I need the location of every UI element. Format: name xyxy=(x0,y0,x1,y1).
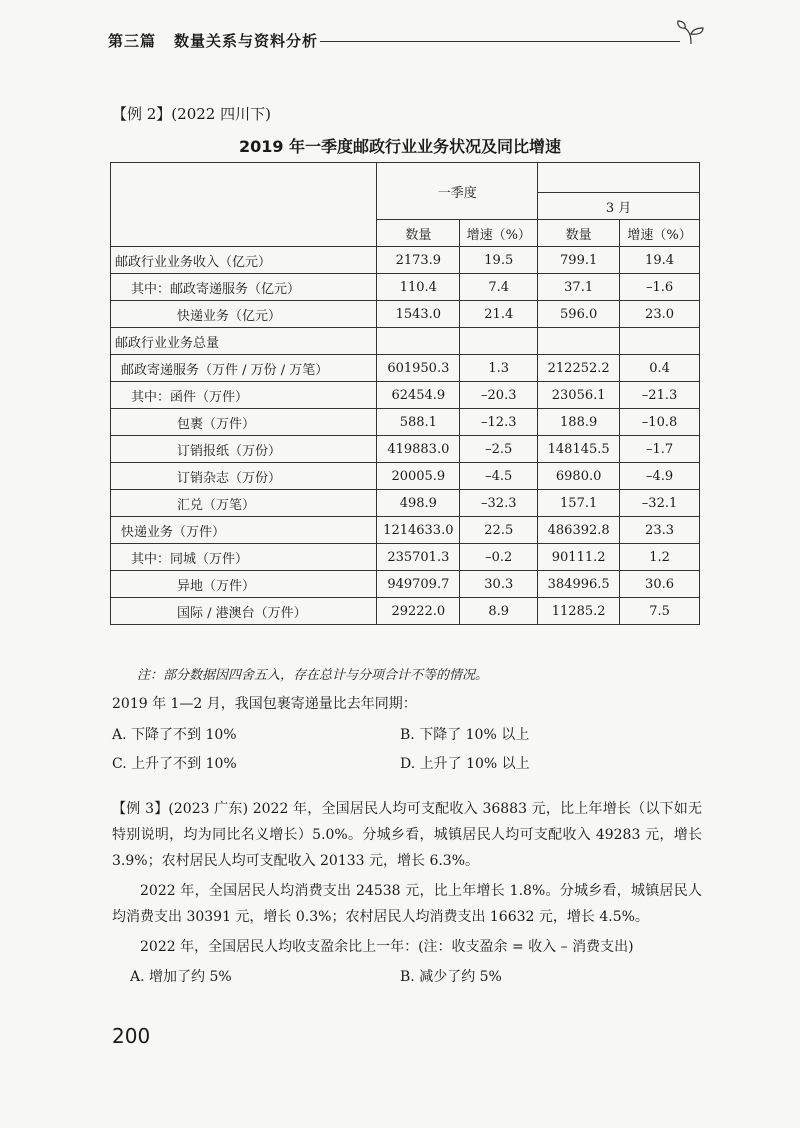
row-label: 其中：函件（万件） xyxy=(111,382,377,409)
cell-m3-qty: 212252.2 xyxy=(538,355,620,382)
cell-q1-growth: 1.3 xyxy=(460,355,538,382)
cell-m3-growth: –1.6 xyxy=(620,274,700,301)
row-label: 快递业务（亿元） xyxy=(111,301,377,328)
cell-m3-growth: –1.7 xyxy=(620,436,700,463)
cell-q1-qty: 20005.9 xyxy=(377,463,460,490)
cell-q1-qty: 62454.9 xyxy=(377,382,460,409)
cell-m3-qty: 23056.1 xyxy=(538,382,620,409)
cell-q1-growth: 8.9 xyxy=(460,598,538,625)
row-label: 快递业务（万件） xyxy=(111,517,377,544)
table-row xyxy=(111,571,700,598)
cell-q1-growth: –20.3 xyxy=(460,382,538,409)
cell-m3-qty: 384996.5 xyxy=(538,571,620,598)
row-label: 订销杂志（万份） xyxy=(111,463,377,490)
sprout-icon xyxy=(676,20,706,46)
table-row xyxy=(111,544,700,571)
cell-q1-growth: 21.4 xyxy=(460,301,538,328)
cell-m3-qty: 90111.2 xyxy=(538,544,620,571)
cell-q1-qty: 601950.3 xyxy=(377,355,460,382)
row-label: 邮政寄递服务（万件 / 万份 / 万笔） xyxy=(111,355,377,382)
table-note: 注：部分数据因四舍五入，存在总计与分项合计不等的情况。 xyxy=(137,668,489,683)
table-row xyxy=(111,355,700,382)
cell-q1-qty: 419883.0 xyxy=(377,436,460,463)
table-row xyxy=(111,382,700,409)
cell-q1-growth: –12.3 xyxy=(460,409,538,436)
cell-q1-qty: 110.4 xyxy=(377,274,460,301)
col-header-q1: 一季度 xyxy=(377,163,538,220)
option-b: B. 减少了约 5% xyxy=(400,969,502,985)
col-header-growth: 增速（%） xyxy=(460,220,538,247)
table-header-spacer xyxy=(538,163,700,193)
option-a: A. 增加了约 5% xyxy=(130,969,232,985)
table-row xyxy=(111,517,700,544)
cell-q1-qty: 1543.0 xyxy=(377,301,460,328)
cell-q1-growth: –32.3 xyxy=(460,490,538,517)
cell-q1-qty: 1214633.0 xyxy=(377,517,460,544)
cell-q1-qty: 235701.3 xyxy=(377,544,460,571)
cell-m3-growth: 23.3 xyxy=(620,517,700,544)
example-2-label: 【例 2】(2022 四川下) xyxy=(112,105,271,123)
page-number: 200 xyxy=(112,1024,151,1048)
table-corner-cell xyxy=(111,163,377,247)
chapter-label: 数量关系与资料分析 xyxy=(174,32,319,50)
example-2-question: 2019 年 1—2 月，我国包裹寄递量比去年同期： xyxy=(112,696,417,712)
cell-q1-growth: 7.4 xyxy=(460,274,538,301)
table-row xyxy=(111,463,700,490)
col-header-qty: 数量 xyxy=(538,220,620,247)
cell-m3-growth: –10.8 xyxy=(620,409,700,436)
cell-q1-growth xyxy=(460,328,538,355)
cell-m3-growth: –21.3 xyxy=(620,382,700,409)
cell-m3-qty xyxy=(538,328,620,355)
row-label: 邮政行业业务收入（亿元） xyxy=(111,247,377,274)
cell-m3-qty: 799.1 xyxy=(538,247,620,274)
row-label: 包裹（万件） xyxy=(111,409,377,436)
row-label: 邮政行业业务总量 xyxy=(111,328,377,355)
cell-m3-growth: 0.4 xyxy=(620,355,700,382)
cell-m3-growth: –32.1 xyxy=(620,490,700,517)
cell-m3-growth: 7.5 xyxy=(620,598,700,625)
row-label: 国际 / 港澳台（万件） xyxy=(111,598,377,625)
cell-m3-qty: 157.1 xyxy=(538,490,620,517)
cell-m3-qty: 148145.5 xyxy=(538,436,620,463)
table-row xyxy=(111,247,700,274)
col-header-qty: 数量 xyxy=(377,220,460,247)
row-label: 汇兑（万笔） xyxy=(111,490,377,517)
row-label: 订销报纸（万份） xyxy=(111,436,377,463)
cell-q1-growth: 22.5 xyxy=(460,517,538,544)
postal-data-table xyxy=(110,162,700,625)
cell-m3-qty: 37.1 xyxy=(538,274,620,301)
table-row xyxy=(111,436,700,463)
table-row xyxy=(111,274,700,301)
cell-q1-qty: 2173.9 xyxy=(377,247,460,274)
cell-m3-growth: 23.0 xyxy=(620,301,700,328)
cell-q1-growth: –4.5 xyxy=(460,463,538,490)
table-row xyxy=(111,301,700,328)
table-row xyxy=(111,490,700,517)
cell-q1-growth: 30.3 xyxy=(460,571,538,598)
row-label: 其中：邮政寄递服务（亿元） xyxy=(111,274,377,301)
cell-q1-qty xyxy=(377,328,460,355)
option-d: D. 上升了 10% 以上 xyxy=(400,756,530,772)
cell-q1-qty: 949709.7 xyxy=(377,571,460,598)
cell-m3-growth xyxy=(620,328,700,355)
option-c: C. 上升了不到 10% xyxy=(112,756,237,772)
example-3-paragraph-2: 2022 年，全国居民人均消费支出 24538 元，比上年增长 1.8%。分城乡看，城镇居民人均消费支出 30391 元，增长 0.3%；农村居民人均消费支出 16632 元，增长 4.5%。 xyxy=(112,883,702,925)
cell-m3-growth: –4.9 xyxy=(620,463,700,490)
cell-m3-growth: 19.4 xyxy=(620,247,700,274)
table-row xyxy=(111,328,700,355)
col-header-march: 3 月 xyxy=(538,193,700,220)
row-label: 其中：同城（万件） xyxy=(111,544,377,571)
cell-m3-qty: 6980.0 xyxy=(538,463,620,490)
cell-q1-growth: –2.5 xyxy=(460,436,538,463)
cell-m3-growth: 30.6 xyxy=(620,571,700,598)
header-rule xyxy=(320,41,680,42)
option-a: A. 下降了不到 10% xyxy=(112,727,237,743)
table-row xyxy=(111,409,700,436)
row-label: 异地（万件） xyxy=(111,571,377,598)
cell-m3-qty: 188.9 xyxy=(538,409,620,436)
cell-q1-qty: 498.9 xyxy=(377,490,460,517)
cell-m3-qty: 11285.2 xyxy=(538,598,620,625)
example-3-paragraph-1: 【例 3】(2023 广东) 2022 年，全国居民人均可支配收入 36883 元，比上年增长（以下如无特别说明，均为同比名义增长）5.0%。分城乡看，城镇居民人均可支配收入 49283 元，增长 3.9%；农村居民人均可支配收入 20133 元，增长 6.3%。 xyxy=(112,801,702,869)
cell-q1-growth: 19.5 xyxy=(460,247,538,274)
cell-m3-qty: 596.0 xyxy=(538,301,620,328)
option-b: B. 下降了 10% 以上 xyxy=(400,727,530,743)
col-header-growth: 增速（%） xyxy=(620,220,700,247)
cell-m3-growth: 1.2 xyxy=(620,544,700,571)
running-header xyxy=(108,30,318,51)
cell-q1-qty: 588.1 xyxy=(377,409,460,436)
example-3-question: 2022 年，全国居民人均收支盈余比上一年：(注：收支盈余 = 收入 – 消费支出) xyxy=(140,939,634,955)
cell-q1-qty: 29222.0 xyxy=(377,598,460,625)
cell-q1-growth: –0.2 xyxy=(460,544,538,571)
section-label: 第三篇 xyxy=(108,32,157,50)
cell-m3-qty: 486392.8 xyxy=(538,517,620,544)
table-row xyxy=(111,598,700,625)
table-title: 2019 年一季度邮政行业业务状况及同比增速 xyxy=(238,137,562,156)
